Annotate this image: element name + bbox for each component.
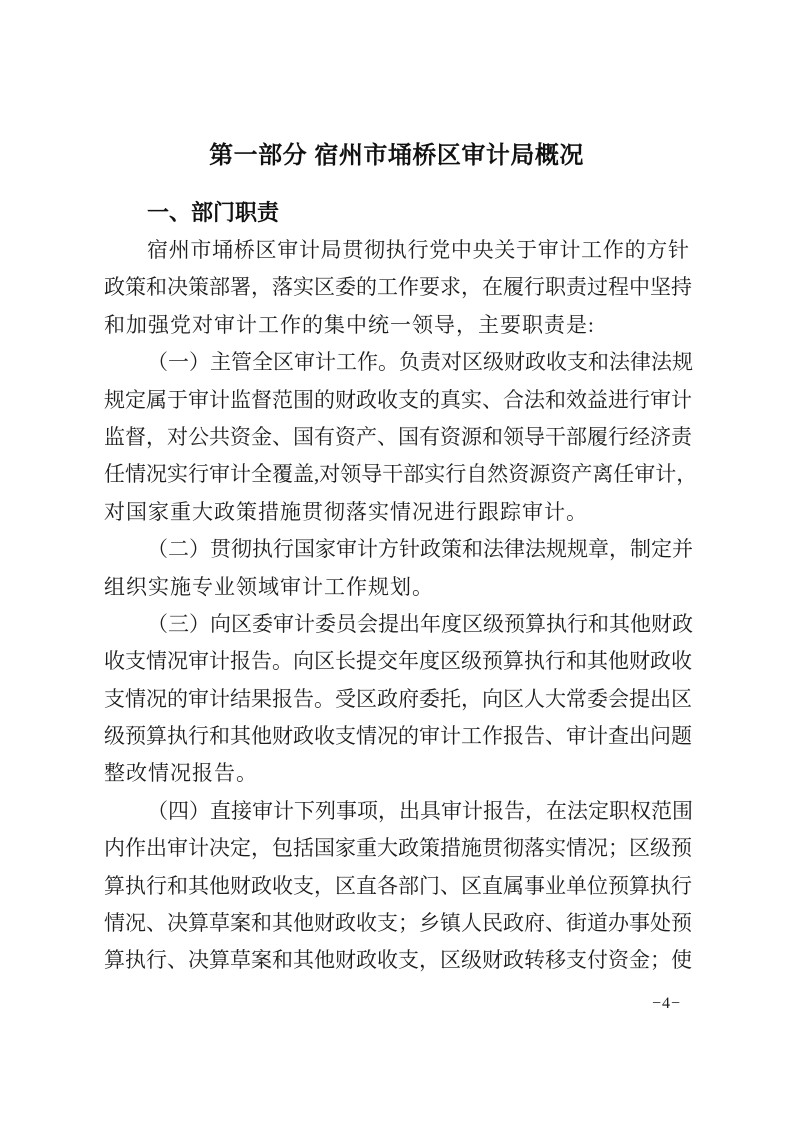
body-line: 整改情况报告。 (104, 761, 258, 786)
body-line: 级预算执行和其他财政收支情况的审计工作报告、审计查出问题 (104, 724, 692, 749)
body-line: 支情况的审计结果报告。受区政府委托，向区人大常委会提出区 (104, 686, 692, 711)
body-line: 收支情况审计报告。向区长提交年度区级预算执行和其他财政收 (104, 649, 692, 674)
body-line: 和加强党对审计工作的集中统一领导，主要职责是: (104, 312, 595, 337)
body-line: 内作出审计决定，包括国家重大政策措施贯彻落实情况；区级预 (104, 836, 692, 861)
body-line: 算执行、决算草案和其他财政收支，区级财政转移支付资金；使 (104, 948, 692, 973)
body-line: 任情况实行审计全覆盖,对领导干部实行自然资源资产离任审计， (104, 462, 698, 487)
body-text (104, 232, 698, 980)
body-line: （二）贯彻执行国家审计方针政策和法律法规规章，制定并 (147, 537, 693, 562)
body-line: 算执行和其他财政收支，区直各部门、区直属事业单位预算执行 (104, 873, 692, 898)
body-line: （三）向区委审计委员会提出年度区级预算执行和其他财政 (147, 611, 693, 636)
page-number: −4− (652, 995, 682, 1012)
body-line: 宿州市埇桥区审计局贯彻执行党中央关于审计工作的方针 (147, 238, 689, 262)
section-heading: 一、部门职责 (147, 200, 280, 225)
body-line: 情况、决算草案和其他财政收支；乡镇人民政府、街道办事处预 (104, 911, 692, 936)
body-line: 组织实施专业领域审计工作规划。 (104, 574, 434, 599)
document-title: 第一部分 宿州市埇桥区审计局概况 (209, 142, 584, 169)
body-line: （一）主管全区审计工作。负责对区级财政收支和法律法规 (147, 350, 693, 375)
body-line: 监督，对公共资金、国有资产、国有资源和领导干部履行经济责 (104, 424, 692, 449)
body-line: 规定属于审计监督范围的财政收支的真实、合法和效益进行审计 (104, 387, 692, 412)
body-line: 政策和决策部署，落实区委的工作要求，在履行职责过程中坚持 (104, 275, 692, 300)
body-line: （四）直接审计下列事项，出具审计报告，在法定职权范围 (147, 798, 693, 823)
body-line: 对国家重大政策措施贯彻落实情况进行跟踪审计。 (104, 499, 588, 524)
